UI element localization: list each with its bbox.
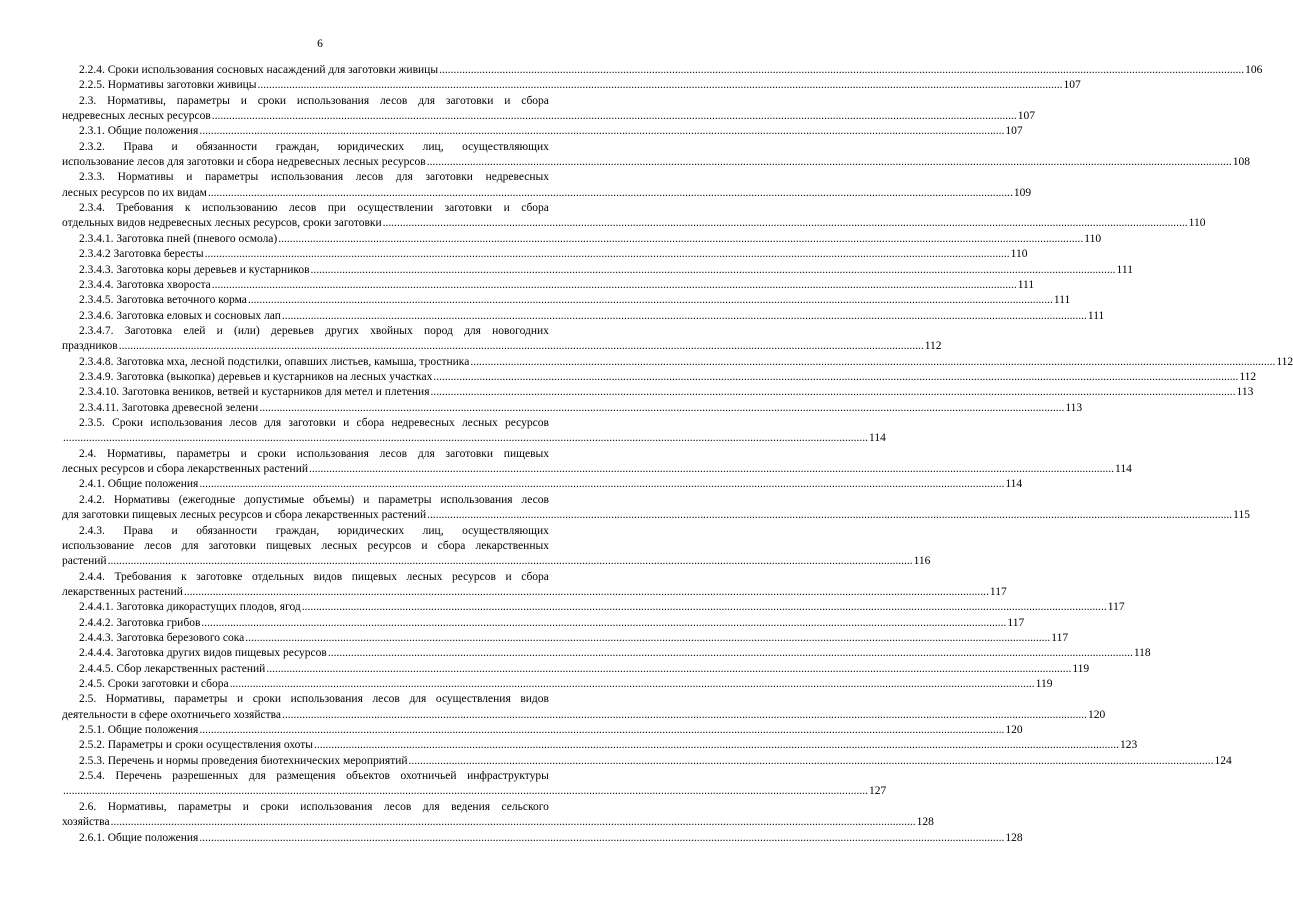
toc-word: 2.4.4. xyxy=(79,570,105,583)
dot-leader xyxy=(208,186,1013,201)
toc-word: параметры xyxy=(205,171,259,184)
toc-word: Требования xyxy=(116,202,174,215)
toc-word: использования xyxy=(296,94,370,107)
toc-word: осуществлении xyxy=(357,202,434,215)
toc-page-number: 110 xyxy=(1084,232,1102,245)
toc-entry-line xyxy=(62,201,549,216)
toc-word: обязанности xyxy=(196,524,258,537)
dot-leader xyxy=(230,677,1035,692)
toc-entry[interactable] xyxy=(62,401,1083,416)
toc-word: заготовки xyxy=(444,202,493,215)
toc-word: параметры xyxy=(176,94,230,107)
toc-word: сбора xyxy=(437,539,466,552)
dot-leader xyxy=(212,278,1017,293)
toc-entry-title: 2.5.1. Общие положения xyxy=(79,724,199,737)
toc-entry-title: хозяйства xyxy=(62,816,110,829)
toc-page-number: 108 xyxy=(1232,156,1250,169)
toc-entry[interactable] xyxy=(62,201,1206,232)
toc-word: осуществляющих xyxy=(462,524,549,537)
toc-word: для xyxy=(248,770,266,783)
toc-word: к xyxy=(181,570,187,583)
toc-word: сроки xyxy=(257,447,286,460)
toc-word: разрешенных xyxy=(172,770,239,783)
dot-leader xyxy=(427,508,1232,523)
dot-leader xyxy=(328,646,1133,661)
toc-entry-title: 2.3.4.11. Заготовка древесной зелени xyxy=(79,401,259,414)
dot-leader xyxy=(433,370,1238,385)
toc-entry-line xyxy=(62,170,549,185)
toc-word: лесных xyxy=(321,539,358,552)
toc-page-number: 124 xyxy=(1214,754,1232,767)
toc-page-number: 114 xyxy=(869,432,886,445)
toc-word: сбора xyxy=(521,94,549,107)
toc-entry-line xyxy=(62,447,549,462)
toc-word: Права xyxy=(123,524,153,537)
dot-leader xyxy=(439,63,1244,78)
toc-word: обязанности xyxy=(196,140,258,153)
toc-entry[interactable] xyxy=(62,646,1151,661)
toc-word: Нормативы, xyxy=(107,800,167,813)
toc-page-number: 117 xyxy=(1051,631,1069,644)
toc-word: лиц, xyxy=(422,524,444,537)
toc-word: сбора xyxy=(356,417,385,430)
toc-word: 2.3.3. xyxy=(79,171,105,184)
toc-word: (ежегодные xyxy=(178,493,236,506)
toc-entry-line xyxy=(62,324,549,339)
toc-word: осуществляющих xyxy=(462,140,549,153)
toc-word: юридических xyxy=(337,524,405,537)
toc-word: инфраструктуры xyxy=(467,770,549,783)
toc-entry[interactable] xyxy=(62,477,1023,492)
toc-word: Права xyxy=(123,140,153,153)
toc-page-number: 111 xyxy=(1017,278,1035,291)
toc-entry-title: 2.4.4.2. Заготовка грибов xyxy=(79,616,201,629)
toc-entry-title: 2.3.4.4. Заготовка хвороста xyxy=(79,278,211,291)
toc-entry-title: лесных ресурсов по их видам xyxy=(62,186,207,199)
toc-word: сельского xyxy=(501,800,549,813)
toc-entry-title: 2.4.4.1. Заготовка дикорастущих плодов, ягод xyxy=(79,601,301,614)
toc-word: (или) xyxy=(233,324,260,337)
toc-entry[interactable] xyxy=(62,232,1102,247)
dot-leader xyxy=(205,247,1010,262)
toc-entry[interactable] xyxy=(62,140,1250,171)
dot-leader xyxy=(258,78,1063,93)
toc-page-number: 110 xyxy=(1188,217,1206,230)
toc-word: лесов xyxy=(355,171,384,184)
toc-word: граждан, xyxy=(275,524,320,537)
dot-leader xyxy=(63,784,868,799)
dot-leader xyxy=(266,662,1071,677)
toc-entry[interactable] xyxy=(62,800,934,831)
dot-leader xyxy=(248,293,1053,308)
toc-word: и xyxy=(363,493,370,506)
toc-page-number: 128 xyxy=(1005,831,1023,844)
toc-entry[interactable] xyxy=(62,677,1053,692)
toc-word: для xyxy=(264,417,282,430)
toc-entry-line xyxy=(62,416,549,431)
toc-entry[interactable] xyxy=(62,94,1036,125)
toc-entry-title: 2.3.4.8. Заготовка мха, лесной подстилки, опавших листьев, камыша, тростника xyxy=(79,355,470,368)
toc-entry-line xyxy=(62,539,549,554)
dot-leader xyxy=(199,723,1004,738)
toc-entry-title: недревесных лесных ресурсов xyxy=(62,110,211,123)
toc-entry[interactable] xyxy=(62,738,1138,753)
toc-word: лесов xyxy=(383,800,412,813)
toc-entry[interactable] xyxy=(62,692,1106,723)
toc-word: 2.3. xyxy=(79,94,97,107)
toc-word: и xyxy=(240,447,247,460)
toc-entry-line xyxy=(62,769,549,784)
toc-word: 2.5. xyxy=(79,693,97,706)
dot-leader xyxy=(311,263,1116,278)
dot-leader xyxy=(184,585,989,600)
toc-entry[interactable] xyxy=(62,355,1293,370)
toc-word: параметры xyxy=(174,693,228,706)
toc-word: для xyxy=(418,94,436,107)
toc-word: юридических xyxy=(337,140,405,153)
toc-word: других xyxy=(325,324,359,337)
dot-leader xyxy=(199,124,1004,139)
dot-leader xyxy=(111,815,916,830)
toc-word: и xyxy=(171,140,178,153)
toc-page-number: 119 xyxy=(1072,662,1090,675)
toc-word: заготовки xyxy=(445,447,494,460)
toc-word: ресурсов xyxy=(367,539,412,552)
toc-word: 2.4.2. xyxy=(79,493,105,506)
toc-word: объектов xyxy=(346,770,390,783)
dot-leader xyxy=(282,309,1087,324)
toc-word: осуществления xyxy=(435,693,511,706)
toc-page-number: 120 xyxy=(1005,724,1023,737)
dot-leader xyxy=(427,155,1232,170)
toc-entry-title: 2.3.4.6. Заготовка еловых и сосновых лап xyxy=(79,309,281,322)
toc-entry-title: 2.3.4.2 Заготовка бересты xyxy=(79,248,204,261)
toc-page-number: 107 xyxy=(1063,79,1081,92)
toc-word: заготовки xyxy=(288,417,336,430)
toc-word: для xyxy=(422,800,440,813)
toc-entry-title: праздников xyxy=(62,340,118,353)
dot-leader xyxy=(63,431,868,446)
toc-word: сроки xyxy=(252,693,282,706)
toc-word: видов xyxy=(520,693,549,706)
toc-entry[interactable] xyxy=(62,723,1023,738)
toc-word: пищевых xyxy=(266,539,312,552)
toc-entry-title: 2.4.5. Сроки заготовки и сбора xyxy=(79,678,229,690)
toc-entry-line xyxy=(62,493,549,508)
toc-entry-title: лесных ресурсов и сбора лекарственных растений xyxy=(62,463,309,476)
toc-page-number: 115 xyxy=(1233,509,1250,522)
toc-entry-line xyxy=(62,94,549,109)
toc-page-number: 127 xyxy=(869,785,887,798)
toc-entry[interactable] xyxy=(62,370,1257,385)
toc-page-number: 114 xyxy=(1005,478,1023,491)
toc-entry[interactable] xyxy=(62,278,1035,293)
toc-entry-title: 2.4.4.5. Сбор лекарственных растений xyxy=(79,662,266,675)
toc-word: 2.4. xyxy=(79,447,97,460)
toc-page-number: 123 xyxy=(1120,739,1138,752)
toc-word: Нормативы xyxy=(117,171,174,184)
toc-word: лесов xyxy=(372,693,400,706)
toc-word: Нормативы xyxy=(113,493,170,506)
dot-leader xyxy=(201,616,1006,631)
toc-word: пищевых xyxy=(503,447,549,460)
toc-entry-title: 2.3.4.9. Заготовка (выкопка) деревьев и кустарников на лесных участках xyxy=(79,371,433,383)
toc-word: и xyxy=(171,524,178,537)
toc-word: лекарственных xyxy=(475,539,549,552)
toc-word: размещения xyxy=(276,770,336,783)
toc-entry[interactable] xyxy=(62,63,1263,78)
toc-entry-title: отдельных видов недревесных лесных ресурсов, сроки заготовки xyxy=(62,217,382,230)
toc-word: сбора xyxy=(521,570,549,583)
toc-word: лесов xyxy=(379,94,408,107)
dot-leader xyxy=(383,216,1188,231)
toc-page-number: 112 xyxy=(1276,355,1293,368)
toc-word: и xyxy=(343,417,350,430)
toc-entry[interactable] xyxy=(62,600,1125,615)
toc-word: ресурсов xyxy=(505,417,549,430)
toc-word: ведения xyxy=(451,800,491,813)
toc-word: для xyxy=(409,693,427,706)
toc-word: и xyxy=(216,324,223,337)
toc-word: и xyxy=(186,171,193,184)
toc-word: Заготовка xyxy=(124,324,173,337)
toc-word: пищевых xyxy=(351,570,397,583)
toc-word: 2.5.4. xyxy=(79,770,105,783)
toc-word: сбора xyxy=(521,202,549,215)
toc-page-number: 116 xyxy=(913,555,931,568)
toc-entry[interactable] xyxy=(62,831,1023,846)
toc-page-number: 107 xyxy=(1017,110,1036,123)
toc-word: лесных xyxy=(406,570,443,583)
toc-word: использования xyxy=(290,693,363,706)
dot-leader xyxy=(212,109,1017,124)
toc-word: 2.3.4.7. xyxy=(79,324,114,337)
toc-entry[interactable] xyxy=(62,416,886,447)
toc-entry[interactable] xyxy=(62,263,1133,278)
toc-entry-title: 2.3.4.10. Заготовка веников, ветвей и кустарников для метел и плетения xyxy=(79,386,430,399)
toc-word: заготовки xyxy=(208,539,257,552)
toc-word: сроки xyxy=(257,94,287,107)
toc-word: использования xyxy=(300,800,373,813)
toc-word: допустимые xyxy=(244,493,305,506)
dot-leader xyxy=(470,355,1275,370)
dot-leader xyxy=(314,738,1119,753)
toc-word: использования xyxy=(270,171,344,184)
toc-word: заготовке xyxy=(196,570,243,583)
toc-word: Нормативы, xyxy=(107,447,166,460)
dot-leader xyxy=(259,401,1064,416)
toc-word: хвойных xyxy=(370,324,413,337)
toc-entry-title: 2.4.4.3. Заготовка березового сока xyxy=(79,631,245,644)
toc-word: заготовки xyxy=(445,94,494,107)
toc-page-number: 107 xyxy=(1005,125,1023,138)
toc-entry-line xyxy=(62,140,549,155)
dot-leader xyxy=(302,600,1107,615)
toc-entry-title: 2.3.1. Общие положения xyxy=(79,125,199,138)
dot-leader xyxy=(282,708,1087,723)
toc-entry-title: лекарственных растений xyxy=(62,585,183,598)
toc-entry-line xyxy=(62,570,549,585)
toc-entry[interactable] xyxy=(62,170,1032,201)
toc-word: и xyxy=(504,94,511,107)
toc-word: параметры xyxy=(378,493,432,506)
dot-leader xyxy=(409,754,1214,769)
toc-word: 2.3.5. xyxy=(79,417,105,430)
toc-word: параметры xyxy=(178,800,232,813)
toc-word: 2.3.4. xyxy=(79,202,105,215)
toc-word: отдельных xyxy=(251,570,304,583)
toc-entry-title: для заготовки пищевых лесных ресурсов и сбора лекарственных растений xyxy=(62,509,427,522)
toc-word: использования xyxy=(150,417,223,430)
toc-word: 2.3.2. xyxy=(79,140,105,153)
toc-word: и xyxy=(503,202,510,215)
toc-page-number: 117 xyxy=(1107,601,1125,614)
toc-entry[interactable] xyxy=(62,524,931,570)
toc-page-number: 128 xyxy=(916,816,934,829)
toc-word: Нормативы, xyxy=(105,693,165,706)
toc-entry-title: 2.3.4.1. Заготовка пней (пневого осмола) xyxy=(79,232,278,245)
toc-entry-title: 2.4.1. Общие положения xyxy=(79,478,199,491)
toc-word: видов xyxy=(313,570,343,583)
toc-page-number: 111 xyxy=(1116,263,1133,276)
toc-entry[interactable] xyxy=(62,631,1069,646)
toc-word: пород xyxy=(423,324,453,337)
toc-word: лесов xyxy=(379,447,408,460)
toc-entry-title: 2.4.4.4. Заготовка других видов пищевых ресурсов xyxy=(79,647,327,660)
toc-page-number: 112 xyxy=(1239,371,1257,383)
dot-leader xyxy=(309,462,1114,477)
toc-entry-title: использование лесов для заготовки и сбора недревесных лесных ресурсов xyxy=(62,156,426,169)
toc-entry[interactable] xyxy=(62,493,1250,524)
toc-entry[interactable] xyxy=(62,78,1081,93)
toc-entry-line xyxy=(62,524,549,539)
toc-page-number: 119 xyxy=(1035,678,1053,690)
toc-entry-title: 2.2.5. Нормативы заготовки живицы xyxy=(79,79,257,92)
toc-word: и xyxy=(242,800,249,813)
toc-word: для xyxy=(181,539,199,552)
toc-entry[interactable] xyxy=(62,570,1007,601)
toc-entry-title: 2.5.2. Параметры и сроки осуществления охоты xyxy=(79,739,313,752)
toc-entry-line xyxy=(62,692,549,707)
toc-word: и xyxy=(505,570,512,583)
dot-leader xyxy=(108,554,913,569)
toc-word: Нормативы, xyxy=(107,94,166,107)
toc-word: и xyxy=(236,693,244,706)
toc-word: охотничьей xyxy=(400,770,457,783)
toc-word: объемы) xyxy=(313,493,355,506)
toc-word: новогодних xyxy=(492,324,549,337)
toc-word: для xyxy=(417,447,435,460)
toc-entry[interactable] xyxy=(62,124,1023,139)
toc-entry[interactable] xyxy=(62,447,1132,478)
toc-entry-title: 2.6.1. Общие положения xyxy=(79,831,199,844)
toc-word: 2.6. xyxy=(79,800,97,813)
dot-leader xyxy=(278,232,1083,247)
dot-leader xyxy=(199,831,1004,846)
toc-word: 2.4.3. xyxy=(79,524,105,537)
toc-word: к xyxy=(184,202,191,215)
toc-word: и xyxy=(421,539,428,552)
toc-word: для xyxy=(464,324,481,337)
toc-word: использования xyxy=(440,493,513,506)
toc-entry[interactable] xyxy=(62,324,942,355)
toc-word: использованию xyxy=(201,202,278,215)
toc-entry-title: деятельности в сфере охотничьего хозяйства xyxy=(62,708,281,721)
toc-word: ресурсов xyxy=(452,570,496,583)
toc-page-number: 112 xyxy=(924,340,942,353)
toc-page-number: 117 xyxy=(1007,616,1025,629)
toc-page-number: 118 xyxy=(1133,647,1151,660)
toc-page-number: 110 xyxy=(1010,248,1028,261)
toc-entry[interactable] xyxy=(62,247,1028,262)
dot-leader xyxy=(119,339,924,354)
toc-word: параметры xyxy=(176,447,230,460)
toc-word: заготовки xyxy=(425,171,473,184)
dot-leader xyxy=(431,385,1236,400)
dot-leader xyxy=(199,477,1004,492)
toc-page-number: 111 xyxy=(1053,294,1071,307)
toc-entry-title: 2.2.4. Сроки использования сосновых насаждений для заготовки живицы xyxy=(79,64,439,76)
toc-word: лесов xyxy=(144,539,172,552)
toc-entry[interactable] xyxy=(62,769,887,800)
toc-entry-title: 2.3.4.5. Заготовка веточного корма xyxy=(79,294,247,307)
toc-word: при xyxy=(327,202,346,215)
toc-page-number: 113 xyxy=(1065,401,1083,414)
toc-entry[interactable] xyxy=(62,293,1071,308)
toc-word: недревесных xyxy=(485,171,549,184)
toc-word: Требования xyxy=(114,570,172,583)
toc-word: использования xyxy=(296,447,369,460)
toc-page-number: 117 xyxy=(989,585,1007,598)
toc-word: Сроки xyxy=(112,417,144,430)
toc-entry-title: 2.3.4.3. Заготовка коры деревьев и кустарников xyxy=(79,263,310,276)
toc-page-number: 109 xyxy=(1013,186,1032,199)
toc-word: и xyxy=(240,94,247,107)
toc-entry[interactable] xyxy=(62,385,1254,400)
toc-word: лесных xyxy=(461,417,498,430)
toc-word: елей xyxy=(183,324,206,337)
toc-entry[interactable] xyxy=(62,309,1105,324)
toc-entry[interactable] xyxy=(62,616,1025,631)
toc-word: лесов xyxy=(288,202,317,215)
toc-word: для xyxy=(395,171,413,184)
dot-leader xyxy=(245,631,1050,646)
toc-word: граждан, xyxy=(275,140,320,153)
toc-word: лиц, xyxy=(422,140,444,153)
toc-page-number: 111 xyxy=(1087,309,1105,322)
toc-word: Перечень xyxy=(115,770,162,783)
toc-page-number: 114 xyxy=(1115,463,1132,476)
toc-word: сроки xyxy=(260,800,289,813)
toc-entry[interactable] xyxy=(62,754,1232,769)
toc-word: лесов xyxy=(521,493,549,506)
toc-word: деревьев xyxy=(270,324,314,337)
toc-word: лесов xyxy=(229,417,258,430)
toc-word: недревесных xyxy=(391,417,455,430)
page-number: 6 xyxy=(317,38,323,50)
toc-entry[interactable] xyxy=(62,662,1090,677)
toc-page-number: 120 xyxy=(1088,708,1106,721)
toc-entry-line xyxy=(62,800,549,815)
toc-page-number: 106 xyxy=(1245,64,1263,76)
toc-word: использование xyxy=(62,539,135,552)
toc-entry-title: растений xyxy=(62,555,107,568)
toc-entry-title: 2.5.3. Перечень и нормы проведения биотехнических мероприятий xyxy=(79,754,408,767)
toc-page-number: 113 xyxy=(1236,386,1254,399)
